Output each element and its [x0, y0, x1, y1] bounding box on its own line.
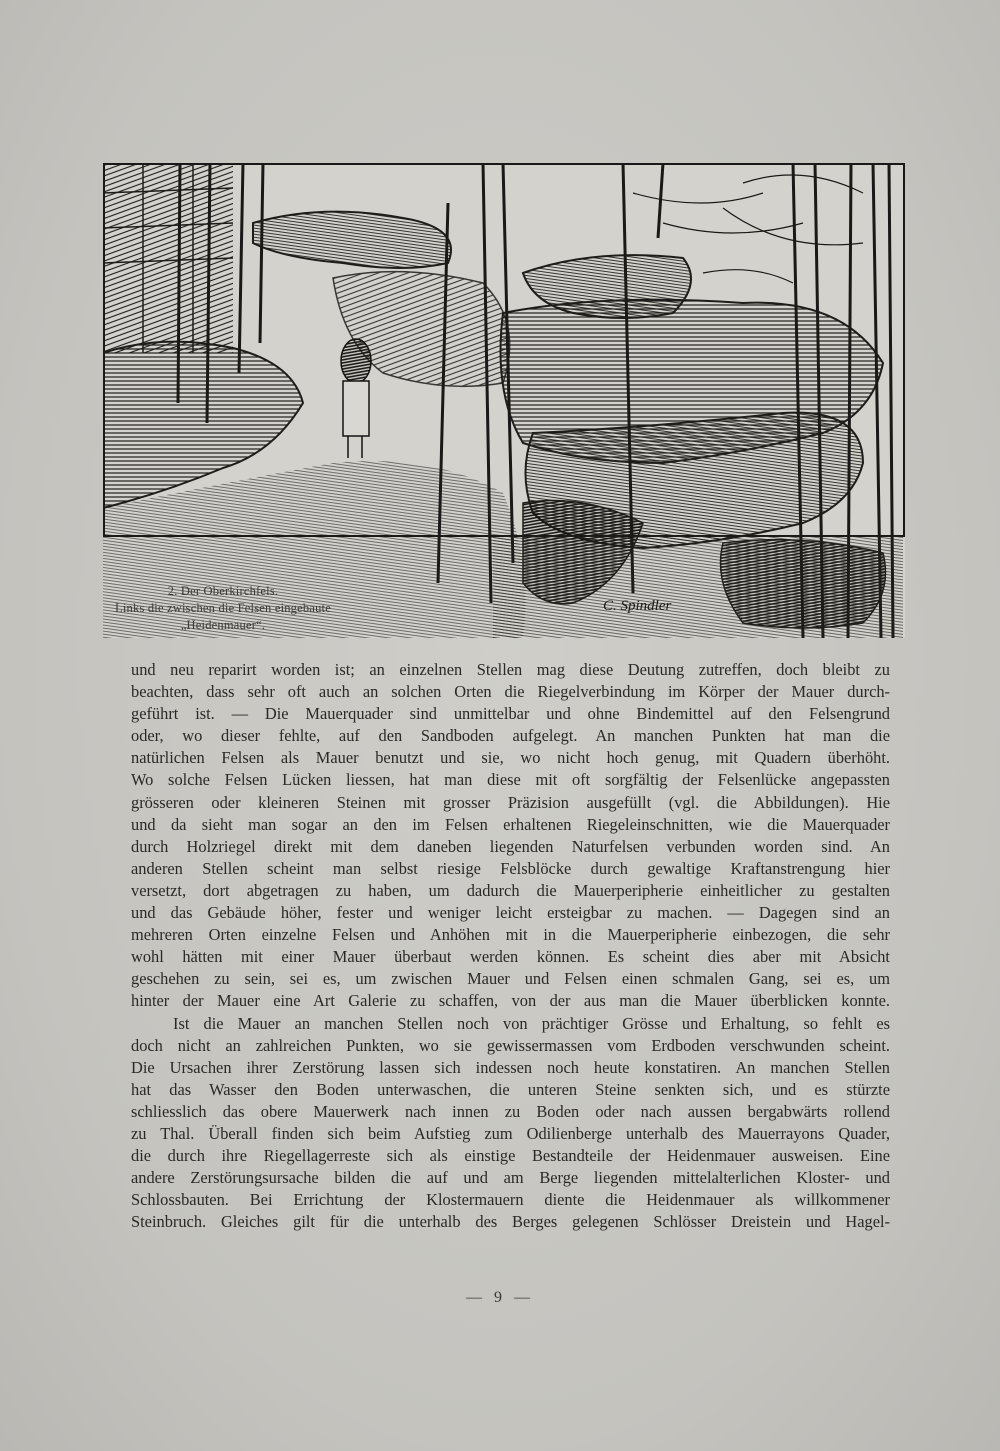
- text-line: Schlossbauten. Bei Errichtung der Klostermauern diente die Heidenmauer als willkommener: [131, 1190, 890, 1210]
- text-line: geführt ist. — Die Mauerquader sind unmittelbar und ohne Bindemittel auf den Felsengrund: [131, 704, 890, 724]
- text-line: die durch ihre Riegellagerreste sich als einstige Bestandteile der Heidenmauer ausweisen. Eine: [131, 1146, 890, 1166]
- text-line: mehreren Orten einzelne Felsen und Anhöhen mit in die Mauerperipherie einbezogen, die sehr: [131, 925, 890, 945]
- woodcut-drawing: [103, 163, 905, 638]
- oberkirchfels-illustration: [103, 163, 905, 638]
- text-line: Ist die Mauer an manchen Stellen noch von prächtiger Grösse und Erhaltung, so fehlt es: [173, 1013, 890, 1033]
- text-line: beachten, dass sehr oft auch an solchen Orten die Riegelverbindung im Körper der Mauer durch-: [131, 682, 890, 702]
- text-line: grösseren oder kleineren Steinen mit grosser Präzision ausgefüllt (vgl. die Abbildungen). Hie: [131, 792, 890, 812]
- text-line: oder, wo dieser fehlte, auf den Sandboden aufgelegt. An manchen Punkten hat man die: [131, 726, 890, 746]
- text-line: Wo solche Felsen Lücken liessen, hat man diese mit oft sorgfältig der Felsenlücke angepassten: [131, 770, 890, 790]
- text-line: zu Thal. Überall finden sich beim Aufstieg zum Odilienberge unterhalb des Mauerrayons Quader,: [131, 1123, 890, 1143]
- caption-line-1: Links die zwischen die Felsen eingebaute: [115, 601, 331, 615]
- text-line: andere Zerstörungsursache bilden die auf und am Berge liegenden mittelalterlichen Kloster- und: [131, 1168, 890, 1188]
- text-line: natürlichen Felsen als Mauer benutzt und sie, wo nicht hoch genug, mit Quadern überhöht.: [131, 748, 890, 768]
- text-line: Steinbruch. Gleiches gilt für die unterhalb des Berges gelegenen Schlösser Dreistein und Hagel-: [131, 1212, 890, 1232]
- text-line: hat das Wasser den Boden unterwaschen, die unteren Steine senkten sich, und es stürzte: [131, 1079, 890, 1099]
- text-line: doch nicht an zahlreichen Punkten, wo sie gewissermassen vom Erdboden verschwunden scheint.: [131, 1035, 890, 1055]
- text-line: versetzt, dort abgetragen zu haben, um dadurch die Mauerperipherie einheitlicher zu gestalten: [131, 880, 890, 900]
- text-line: geschehen zu sein, sei es, um zwischen Mauer und Felsen einen schmalen Gang, sei es, um: [131, 969, 890, 989]
- text-line: schliesslich das obere Mauerwerk nach innen zu Boden oder nach aussen bergabwärts rollend: [131, 1101, 890, 1121]
- caption-line-2: „Heidenmauer“.: [180, 618, 266, 632]
- page-number: — 9 —: [466, 1289, 534, 1306]
- figure-caption: [88, 583, 358, 634]
- text-line: wohl hätten mit einer Mauer überbaut werden können. Es scheint dies aber mit Absicht: [131, 947, 890, 967]
- text-line: und das Gebäude höher, fester und weniger leicht ersteigbar zu machen. — Dagegen sind an: [131, 903, 890, 923]
- artist-signature: C. Spindler: [603, 598, 672, 614]
- text-line: Die Ursachen ihrer Zerstörung lassen sich indessen noch heute konstatiren. An manchen Stellen: [131, 1057, 890, 1077]
- text-line: hinter der Mauer eine Art Galerie zu schaffen, von der aus man die Mauer überblicken konnte.: [131, 991, 890, 1011]
- text-line: und da sieht man sogar an den im Felsen erhaltenen Riegeleinschnitten, wie die Mauerquader: [131, 814, 890, 834]
- text-line: und neu reparirt worden ist; an einzelnen Stellen mag diese Deutung zutreffen, doch bleibt zu: [131, 660, 890, 679]
- caption-title: 2. Der Oberkirchfels.: [167, 584, 279, 598]
- text-line: durch Holzriegel direkt mit dem daneben liegenden Naturfelsen verbunden worden sind. An: [131, 836, 890, 856]
- text-line: anderen Stellen scheint man selbst riesige Felsblöcke durch gewaltige Kraftanstrengung hier: [131, 858, 890, 878]
- body-text: [131, 659, 890, 1233]
